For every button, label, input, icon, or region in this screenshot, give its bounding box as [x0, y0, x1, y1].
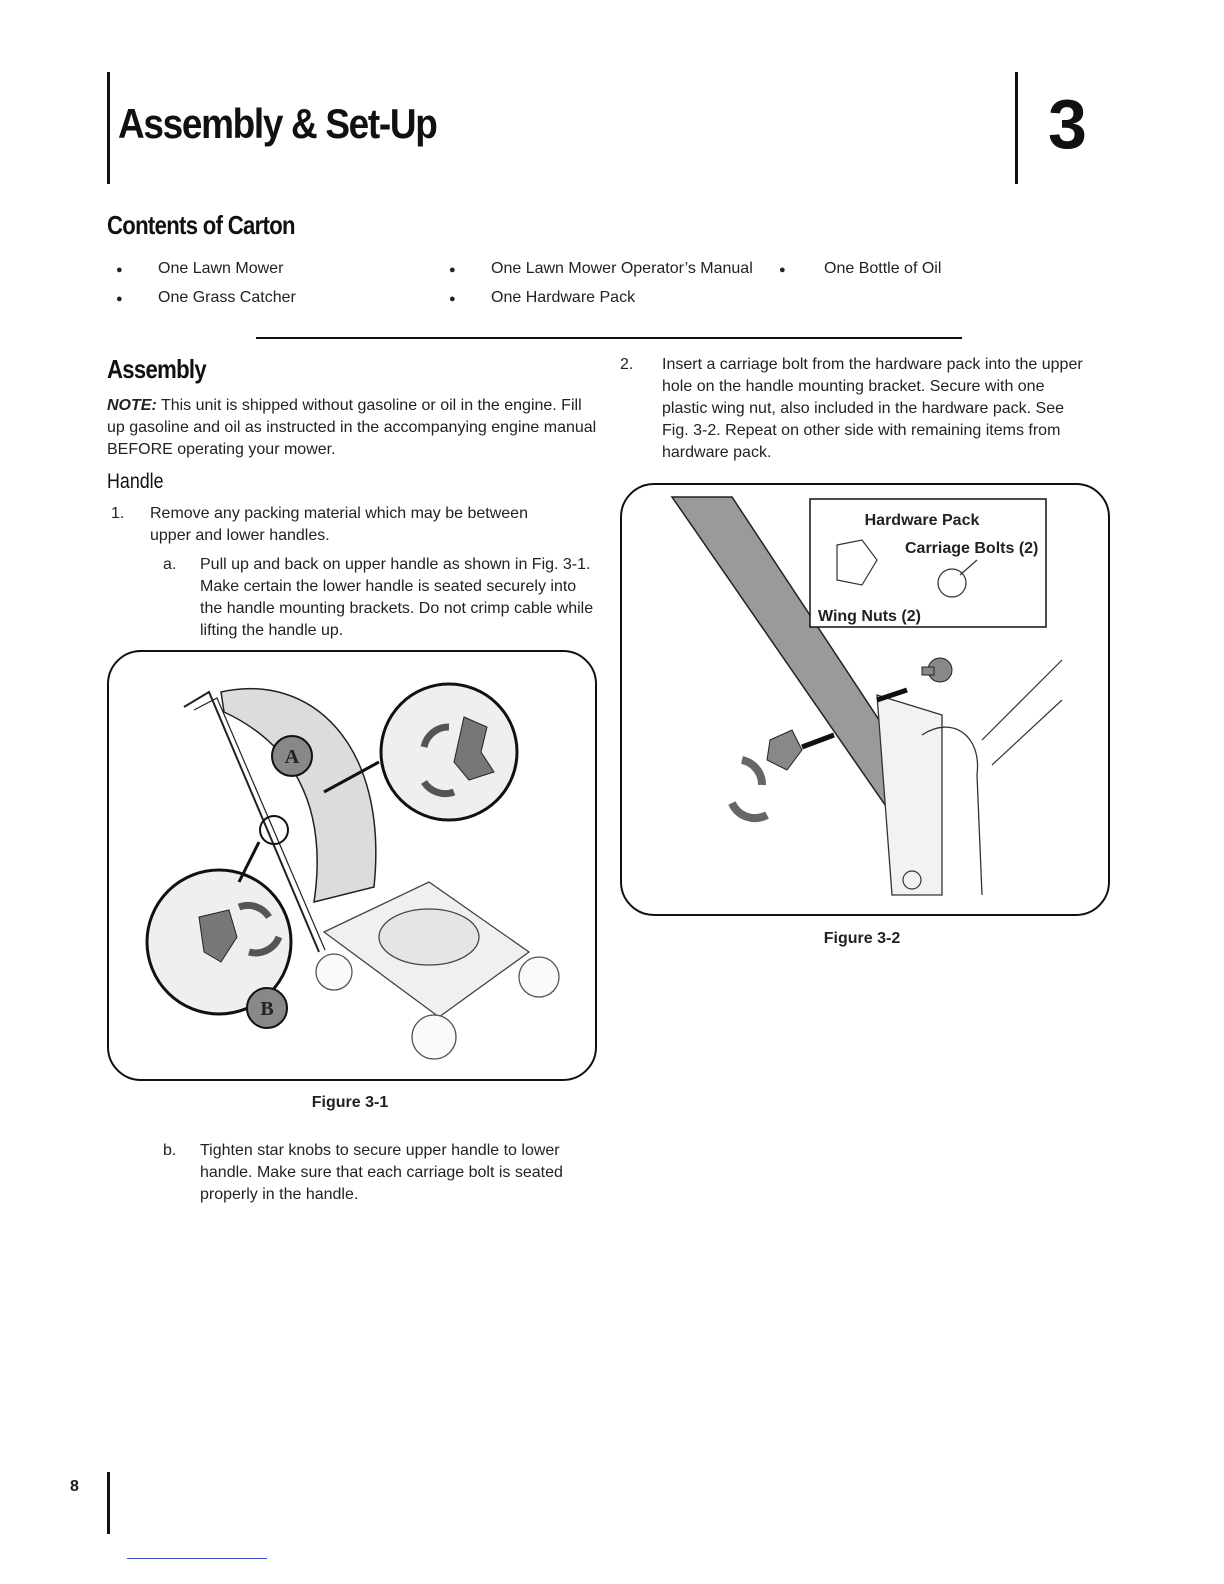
hardware-install-illustration — [622, 485, 1108, 914]
callout-a: A — [284, 746, 300, 768]
wing-nuts-label: Wing Nuts (2) — [818, 608, 921, 625]
callout-b: B — [260, 998, 274, 1020]
section-divider — [256, 337, 962, 339]
figure-3-2-caption: Figure 3-2 — [823, 930, 901, 947]
figure-3-1 — [107, 650, 597, 1081]
chapter-title: Assembly & Set-Up — [118, 100, 437, 147]
page-number: 8 — [70, 1478, 79, 1495]
note-paragraph: NOTE: This unit is shipped without gasoline or oil in the engine. Fill up gasoline and oil as instructed in the accompanying engine manual BEFORE operating your mower. — [107, 397, 597, 458]
hardware-pack-title: Hardware Pack — [864, 512, 980, 529]
contents-heading: Contents of Carton — [107, 210, 295, 240]
contents-item: ● One Hardware Pack — [449, 289, 636, 306]
chapter-number: 3 — [1048, 85, 1087, 163]
step-text: Insert a carriage bolt from the hardware pack into the upper hole on the handle mounting bracket. Secure with one plastic wing nut, also included in the hardware pack. See Fig. 3-2. Repeat on other side with remaining items from hardware pack. — [662, 356, 1083, 461]
substep-text: Tighten star knobs to secure upper handle to lower handle. Make sure that each carriage bolt is seated properly in the handle. — [200, 1142, 563, 1203]
header-rule-right — [1015, 72, 1018, 184]
contents-item: ● One Lawn Mower Operator’s Manual — [449, 260, 753, 277]
step-number: 2. — [620, 356, 634, 373]
figure-3-2 — [620, 483, 1110, 916]
header-rule-left — [107, 72, 110, 184]
contents-item: ● One Grass Catcher — [116, 289, 296, 306]
substep-text: Pull up and back on upper handle as shown in Fig. 3-1. Make certain the lower handle is seated securely into the handle mounting brackets. Do not crimp cable while lifting the handle up. — [200, 556, 594, 639]
substep-letter: a. — [163, 556, 177, 573]
step-number: 1. — [111, 505, 125, 522]
assembly-heading: Assembly — [107, 354, 206, 384]
footer-underline — [127, 1558, 267, 1559]
footer-rule — [107, 1472, 110, 1534]
mower-handle-illustration — [109, 652, 595, 1079]
contents-item: ● One Bottle of Oil — [779, 260, 942, 277]
step-text: Remove any packing material which may be between upper and lower handles. — [150, 505, 528, 544]
figure-3-1-caption: Figure 3-1 — [311, 1094, 389, 1111]
contents-item: ● One Lawn Mower — [116, 260, 284, 277]
handle-heading: Handle — [107, 470, 164, 493]
carriage-bolts-label: Carriage Bolts (2) — [905, 540, 1039, 557]
substep-letter: b. — [163, 1142, 177, 1159]
